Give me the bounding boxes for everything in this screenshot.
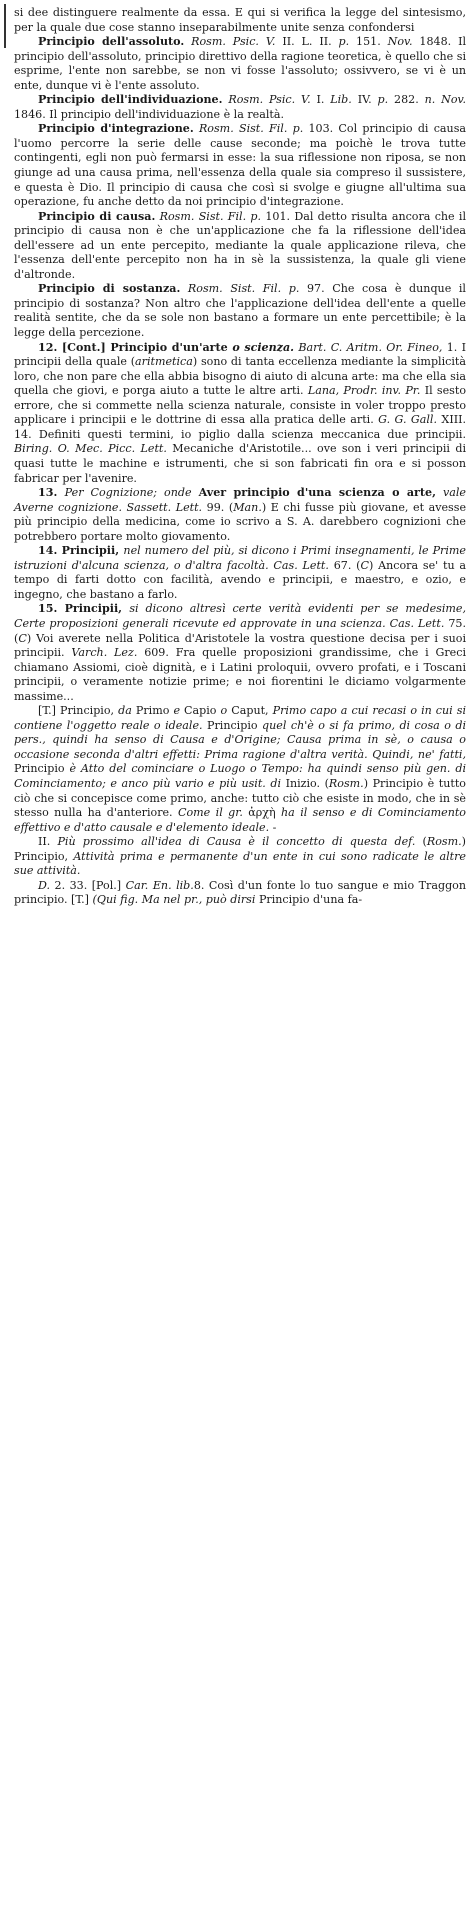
text-run: 609. Fra quelle proposizioni grandissime, che i Greci chiamano Assiomi, cioè dignità, e i Latini proloquii, ovvero profati, e i Toscani principii, o veramente notizie prime; e noi fiorentini le diciamo volgarmente massime... xyxy=(14,646,466,703)
text-run: Principio xyxy=(14,762,70,776)
text-run: 99. ( xyxy=(206,500,234,514)
entry-paragraph xyxy=(14,704,466,835)
text-run: - xyxy=(269,820,277,834)
text-run: Aver principio d'una scienza o arte, xyxy=(198,486,436,500)
text-run: nel numero del più, si dicono i Primi insegnamenti, le Prime istruzioni d'alcuna scienza, o d'altra facoltà. Cas. Lett. xyxy=(14,544,466,572)
text-run: ) E chi fusse più giovane, et avesse più principio della medicina, come io scrivo a S. A. darebbero cognizioni che potrebbero portare molto giovamento. xyxy=(14,500,467,543)
text-run: Rosm. Psic. V. xyxy=(184,35,283,49)
text-run: ha il senso e di Cominciamento effettivo e d'atto causale e d'elemento ideale. xyxy=(14,806,466,834)
text-run: Principio dell'individuazione. xyxy=(38,93,223,107)
text-run: 8. Così d'un fonte lo tuo sangue e mio Traggon principio. [T.] xyxy=(14,878,466,907)
text-run: Più prossimo all'idea di Causa è il concetto di questa def. xyxy=(57,835,423,849)
text-run: 75. ( xyxy=(14,616,466,645)
text-run: o scienza. xyxy=(232,340,295,354)
text-run: Bart. C. Aritm. Or. Fineo, xyxy=(294,340,447,354)
text-run: Principio dell'assoluto. xyxy=(38,35,185,49)
text-run: ) Principio, xyxy=(14,835,466,863)
text-run: Principio d'una fa- xyxy=(258,893,363,907)
entry-paragraph xyxy=(14,122,466,209)
text-run: Capio xyxy=(184,704,221,718)
text-run: IV. xyxy=(357,93,378,107)
text-run: 1. I principii della quale ( xyxy=(14,340,466,369)
text-run: 13. xyxy=(38,486,65,500)
text-run: 151. xyxy=(356,35,388,49)
text-run: 1848. Il principio dell'assoluto, principio direttivo della ragione teoretica, è quello che si esprime, l'ente non sarebbe, se non vi fosse l'assoluto; ossivvero, se vi è un ente, dunque vi è l'ente assoluto. xyxy=(14,35,467,92)
text-run: I. xyxy=(316,93,331,107)
text-run: Lana, Prodr. inv. Pr. xyxy=(307,384,421,398)
text-run: ) Voi averete nella Politica d'Aristotele la vostra questione decisa per i suoi principii. xyxy=(14,631,466,660)
entry-paragraph xyxy=(14,544,466,602)
text-run: n. Nov. xyxy=(424,93,467,107)
text-run: (Qui fig. Ma nel pr., può dirsi xyxy=(92,893,259,907)
text-run: Principio di sostanza. xyxy=(38,282,181,296)
text-run: 282. xyxy=(394,93,425,107)
entry-paragraph xyxy=(14,341,466,486)
text-run: 12. [Cont.] Principio d'un'arte xyxy=(38,340,233,354)
text-run: 2. 33. [Pol.] xyxy=(54,878,126,892)
text-run: Lib. xyxy=(330,93,358,107)
text-run: Principio di causa. xyxy=(38,209,156,223)
text-run: Inizio. ( xyxy=(285,776,329,790)
entry-paragraph xyxy=(14,486,466,544)
text-run: C xyxy=(360,558,369,572)
text-run: Mecaniche d'Aristotile... ove son i veri principii di quasi tutte le machine e istrumenti, che si son fabricati fin ora e si posson fabricar per l'avenire. xyxy=(14,442,466,485)
entry-paragraph xyxy=(14,282,466,340)
text-run: ) Ancora se' tu a tempo di farti dotto con facilità, avendo e principii, e maestro, e ozio, e ingegno, che bastano a farlo. xyxy=(14,558,466,601)
text-run: [T.] Principio, xyxy=(38,704,119,718)
text-run: Rosm. xyxy=(426,835,462,849)
entry-paragraph xyxy=(14,6,466,35)
text-run: p. xyxy=(377,93,395,107)
entry-paragraph xyxy=(14,35,466,93)
entry-paragraph xyxy=(14,602,466,704)
text-run: ( xyxy=(422,835,427,849)
text-run: 97. Che cosa è dunque il principio di sostanza? Non altro che l'applicazione dell'idea dell'ente a quelle realità sentite, che da se sole non bastano a formare un ente percettibile; è la legge della percezione. xyxy=(14,282,466,340)
text-run: Rosm. Sist. Fil. p. xyxy=(180,282,307,296)
text-run: 15. Principii, xyxy=(38,602,130,616)
text-run: C xyxy=(18,631,27,645)
text-run: da xyxy=(118,704,136,718)
text-run: si dee distinguere realmente da essa. E qui si verifica la legge del sintesismo, per la quale due cose stanno inseparabilmente unite senza confondersi xyxy=(14,6,466,34)
text-run: Attività prima e permanente d'un ente in cui sono radicate le altre sue attività. xyxy=(14,849,466,878)
text-run: ) Principio è tutto ciò che si concepisce come primo, anche: tutto ciò che esiste in modo, che in sè stesso nulla ha d'anteriore. xyxy=(14,776,466,820)
text-run: 1846. Il principio dell'individuazione è la realtà. xyxy=(14,107,285,121)
text-run: 101. Dal detto risulta ancora che il principio di causa non è che un'applicazione che fa la riflessione dell'idea dell'essere ad un ente percepito, mediante la quale applicazione rileva, che l'essenza dell'ente percepito non ha in sè la sussistenza, la quale gli viene d'altronde. xyxy=(14,209,466,281)
text-run: Rosm. Psic. V. xyxy=(222,93,317,107)
text-run: 103. Col principio di causa l'uomo percorre la serie delle cause seconde; ma poichè le trova tutte contingenti, egli non può fermarsi in esse: la sua riflessione non riposa, se non giunge ad una causa prima, nell'essenza della quale sia compreso il sussistere, e questa è Dio. Il principio di causa che così si svolge e giugne all'ultima sua operazione, fu anche detto da noi principio d'integrazione. xyxy=(14,122,466,209)
text-run: Principio d'integrazione. xyxy=(38,122,194,136)
entry-paragraph xyxy=(14,835,466,879)
text-run: Biring. O. Mec. Picc. Lett. xyxy=(14,442,167,456)
text-run: aritmetica xyxy=(135,355,193,369)
text-run: vale Averne cognizione. Sassett. Lett. xyxy=(14,486,466,514)
text-run: ἀρχὴ xyxy=(248,806,276,820)
text-run: Primo capo a cui recasi o in cui si contiene l'oggetto reale o ideale. xyxy=(14,704,466,732)
text-run: ) sono di tanta eccellenza mediante la simplicità loro, che non pare che ella abbia bisogno di aiuto di alcuna arte: ma che ella sia quella che giovi, e porga aiuto a tutte le altre arti. xyxy=(14,355,466,398)
text-run: Primo xyxy=(135,704,174,718)
text-run: D. xyxy=(38,878,55,892)
text-run: 14. Principii, xyxy=(38,544,124,558)
text-run: Nov. xyxy=(387,35,413,49)
text-run: o xyxy=(220,704,232,718)
text-run: 67. ( xyxy=(333,558,361,572)
text-run: Rosm. Sist. Fil. p. xyxy=(193,122,309,136)
text-run: II. L. II. xyxy=(282,35,332,49)
text-run: Per Cognizione; onde xyxy=(64,486,199,500)
text-run: Rosm. Sist. Fil. p. xyxy=(155,209,266,223)
text-run: e xyxy=(173,704,185,718)
text-run: Man. xyxy=(233,500,262,514)
entry-paragraph xyxy=(14,93,466,122)
text-run: XIII. 14. Definiti questi termini, io piglio dalla scienza meccanica due principii. xyxy=(14,413,466,441)
text-run: Rosm. xyxy=(328,776,364,790)
text-run: G. G. Gall. xyxy=(378,413,442,427)
text-run: Car. En. lib. xyxy=(125,878,194,892)
text-run: si dicono altresì certe verità evidenti per se medesime, Certe proposizioni generali ricevute ed approvate in una scienza. Cas. Lett. xyxy=(14,602,466,630)
entry-paragraph xyxy=(14,210,466,283)
entry-paragraph xyxy=(14,879,466,908)
text-run: Caput, xyxy=(231,704,273,718)
text-run: quel ch'è o si fa primo, di cosa o di pers., quindi ha senso di Causa e d'Origine; Causa prima in sè, o causa o occasione seconda d'altri effetti: Prima ragione d'altra verità. Quindi, ne' fatti, xyxy=(14,718,466,761)
text-run: Come il gr. xyxy=(178,806,249,820)
text-run: Varch. Lez. xyxy=(71,646,145,660)
text-run: p. xyxy=(331,35,357,49)
text-run: Principio xyxy=(202,718,263,732)
text-run: Il sesto errore, che si commette nella scienza naturale, consiste in voler troppo presto applicare i principii e le dottrine di essa alla pratica delle arti. xyxy=(14,384,467,427)
text-run: II. xyxy=(38,835,58,849)
text-run: è Atto del cominciare o Luogo o Tempo: ha quindi senso più gen. di Cominciamento; e anco più vario e più usit. di xyxy=(14,762,466,790)
